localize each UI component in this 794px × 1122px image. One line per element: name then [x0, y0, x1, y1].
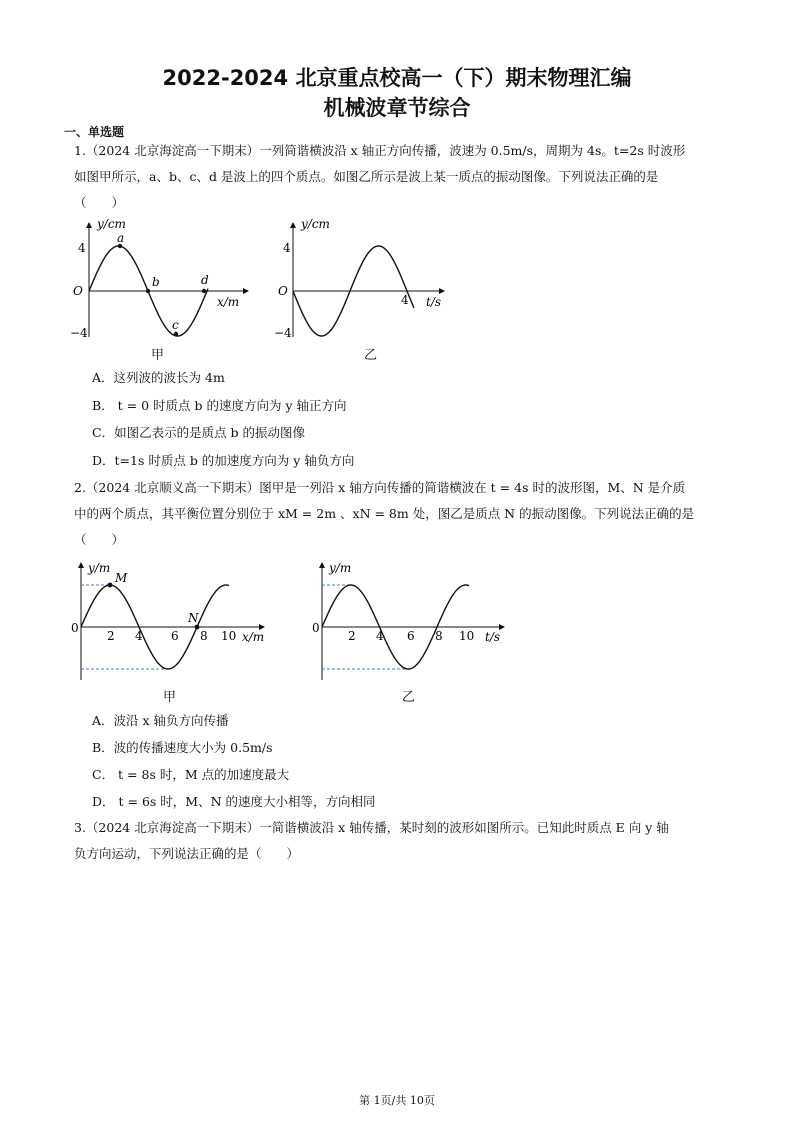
point-n [195, 625, 200, 630]
q2-figure-vibration [304, 560, 514, 685]
q1-caption-a: 甲 [151, 348, 165, 363]
q2-option-b[interactable]: B．波的传播速度大小为 0.5m/s [92, 740, 273, 755]
point-m [108, 583, 113, 588]
tick-4: 4 [135, 629, 143, 643]
tick-pos: 4 [283, 241, 291, 255]
tick-pos: 4 [78, 241, 86, 255]
q2-caption-b: 乙 [402, 690, 416, 705]
q1-option-c[interactable]: C．如图乙表示的是质点 b 的振动图像 [92, 425, 306, 440]
point-d [202, 289, 206, 293]
y-label: y/cm [301, 217, 330, 231]
page-subtitle: 机械波章节综合 [323, 96, 471, 120]
q1-line1: 1.（2024 北京海淀高一下期末）一列简谐横波沿 x 轴正方向传播，波速为 0.5m/s，周期为 4s。t=2s 时波形 [74, 143, 686, 158]
q2-figure-wave [64, 560, 284, 685]
tick-10: 10 [221, 629, 237, 643]
point-b [146, 289, 150, 293]
q2-line1: 2.（2024 北京顺义高一下期末）图甲是一列沿 x 轴方向传播的简谐横波在 t = 4s 时的波形图，M、N 是介质 [74, 480, 686, 495]
x-label: t/s [426, 295, 442, 309]
label-b: b [152, 275, 160, 289]
tick-2: 2 [348, 629, 356, 643]
q1-option-d[interactable]: D．t=1s 时质点 b 的加速度方向为 y 轴负方向 [92, 453, 355, 468]
q2-option-d[interactable]: D． t = 6s 时，M、N 的速度大小相等，方向相同 [92, 794, 376, 809]
q1-figure-wave [68, 215, 258, 345]
origin-label: 0 [312, 621, 320, 635]
q1-line3: （ ） [74, 195, 125, 210]
label-a: a [117, 231, 125, 245]
x-label: x/m [242, 630, 265, 644]
q2-line3: （ ） [74, 532, 125, 547]
q2-option-c[interactable]: C． t = 8s 时，M 点的加速度最大 [92, 767, 290, 782]
tick-neg: −4 [274, 326, 292, 340]
origin-label: O [73, 284, 83, 298]
q2-caption-a: 甲 [163, 690, 177, 705]
tick-neg: −4 [70, 326, 88, 340]
q1-line2: 如图甲所示，a、b、c、d 是波上的四个质点。如图乙所示是波上某一质点的振动图像。下列说法正确的是 [74, 169, 659, 184]
tick-6: 6 [171, 629, 179, 643]
y-label: y/cm [97, 217, 126, 231]
q3-line2: 负方向运动，下列说法正确的是（ ） [74, 846, 300, 861]
origin-label: O [278, 284, 288, 298]
q2-text [74, 475, 724, 553]
page-title: 2022-2024 北京重点校高一（下）期末物理汇编 [162, 66, 632, 90]
q1-text [74, 138, 724, 216]
x-label: t/s [485, 630, 501, 644]
q3-line1: 3.（2024 北京海淀高一下期末）一简谐横波沿 x 轴传播，某时刻的波形如图所示。已知此时质点 E 向 y 轴 [74, 820, 669, 835]
label-d: d [201, 273, 209, 287]
q1-figure-vibration [272, 215, 452, 345]
label-c: c [172, 318, 179, 332]
tick-x: 4 [401, 293, 409, 307]
page-footer: 第 1页/共 10页 [359, 1094, 435, 1107]
q2-option-a[interactable]: A．波沿 x 轴负方向传播 [92, 713, 229, 728]
tick-2: 2 [107, 629, 115, 643]
q1-option-b[interactable]: B． t = 0 时质点 b 的速度方向为 y 轴正方向 [92, 398, 347, 413]
x-label: x/m [217, 295, 240, 309]
q3-text [74, 815, 724, 867]
tick-10: 10 [459, 629, 475, 643]
tick-8: 8 [435, 629, 443, 643]
point-c [174, 332, 178, 336]
tick-8: 8 [200, 629, 208, 643]
q1-caption-b: 乙 [364, 348, 378, 363]
section-heading: 一、单选题 [64, 125, 125, 139]
label-m: M [115, 571, 128, 585]
label-n: N [188, 611, 199, 625]
q2-line2: 中的两个质点，其平衡位置分别位于 xM = 2m 、xN = 8m 处，图乙是质点 N 的振动图像。下列说法正确的是 [74, 506, 695, 521]
y-label: y/m [329, 561, 352, 575]
q1-option-a[interactable]: A．这列波的波长为 4m [92, 370, 225, 385]
origin-label: 0 [71, 621, 79, 635]
y-label: y/m [88, 561, 111, 575]
tick-4: 4 [376, 629, 384, 643]
tick-6: 6 [407, 629, 415, 643]
